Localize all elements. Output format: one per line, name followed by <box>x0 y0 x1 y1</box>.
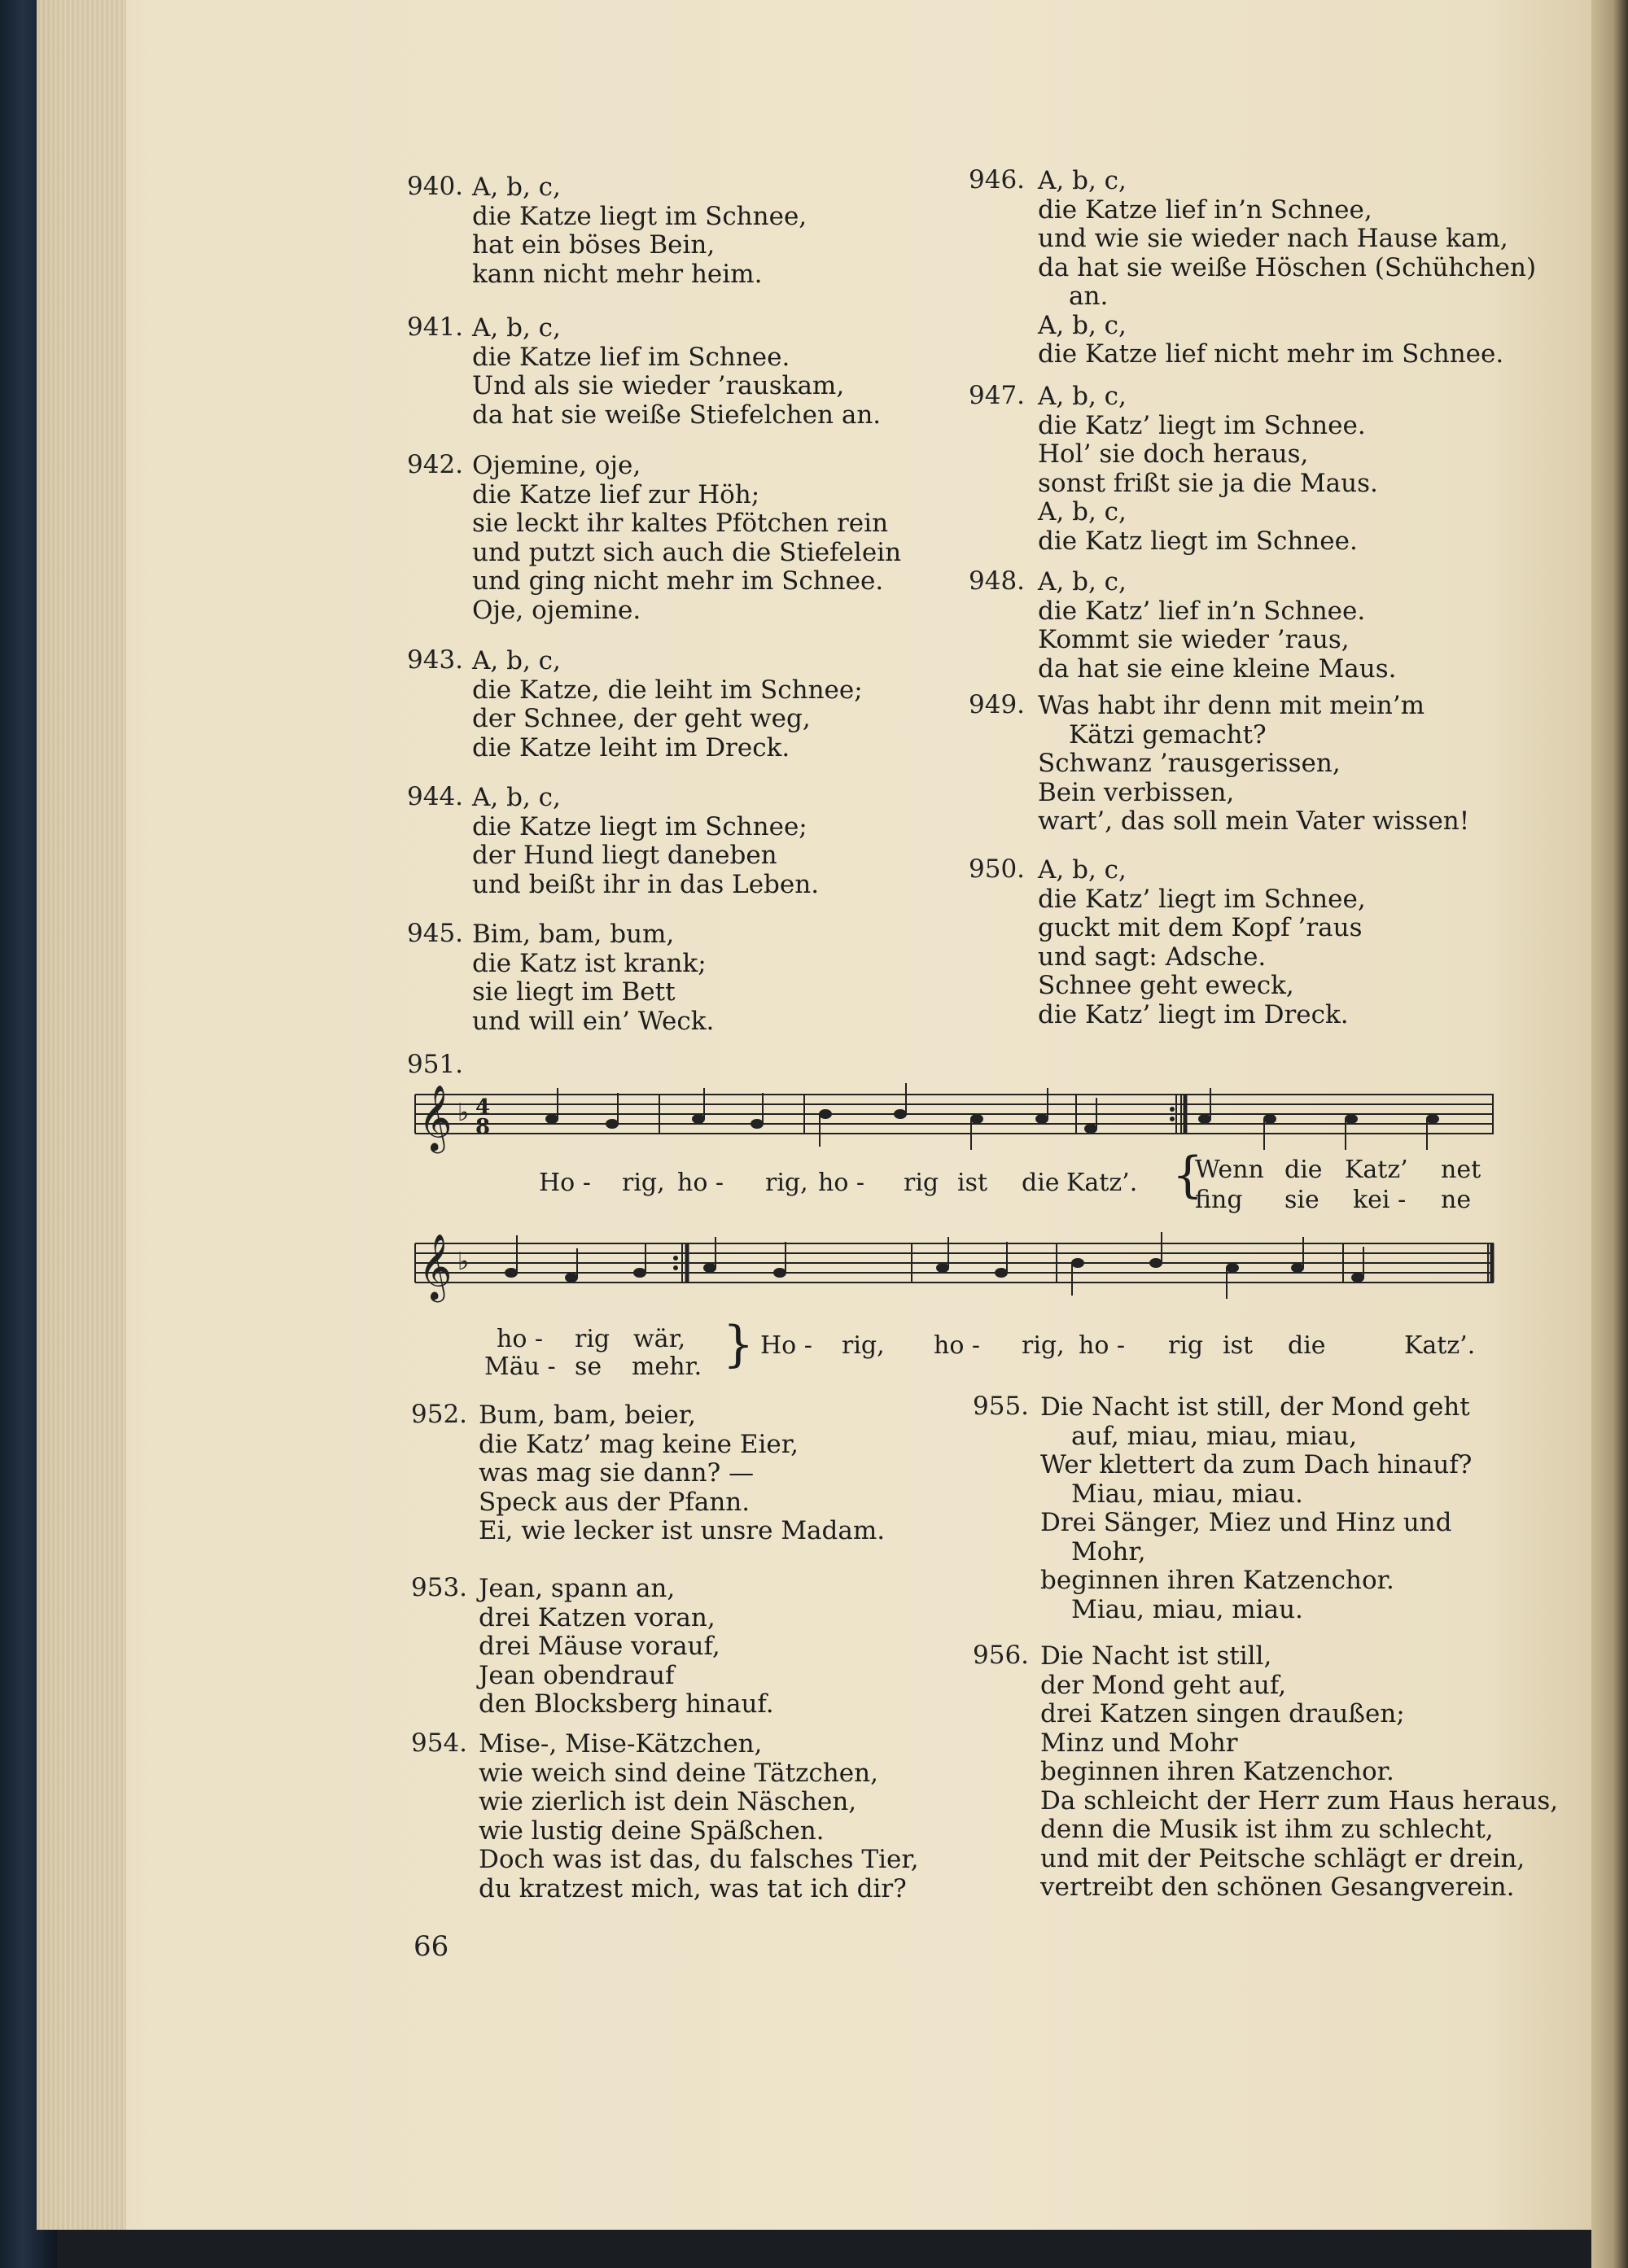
verse-line: die Katze, die leiht im Schnee; <box>472 675 863 705</box>
verse-number: 952. <box>411 1400 468 1429</box>
verse-text <box>1040 1393 1472 1624</box>
lyric-syllable: Wenn <box>1195 1156 1264 1184</box>
lyric-syllable: die <box>1284 1156 1323 1184</box>
lyric-syllable: ho - <box>497 1325 544 1353</box>
verse-line: der Hund liegt daneben <box>472 841 777 870</box>
verse-text <box>472 784 819 899</box>
verse-line: Doch was ist das, du falsches Tier, <box>479 1845 919 1874</box>
verse-text <box>479 1730 919 1903</box>
lyric-syllable: wär, <box>633 1325 686 1353</box>
verse-line: die Katze lief im Schnee. <box>472 342 790 372</box>
time-signature-bottom: 8 <box>475 1115 491 1139</box>
lyric-syllable: kei - <box>1353 1186 1407 1214</box>
verse-line: wart’, das soll mein Vater wissen! <box>1038 806 1470 836</box>
lyric-syllable: ist <box>957 1169 988 1197</box>
flat-sign: ♭ <box>457 1248 470 1276</box>
verse-line: Jean, spann an, <box>479 1574 676 1603</box>
verse-line: Schwanz ’rausgerissen, <box>1038 749 1341 778</box>
verse-line: beginnen ihren Katzenchor. <box>1040 1757 1394 1786</box>
verse-text <box>1038 382 1378 556</box>
lyric-syllable: ho - <box>677 1169 724 1197</box>
lyric-syllable: rig, <box>842 1331 885 1360</box>
verse-line: Bein verbissen, <box>1038 777 1235 807</box>
verse-line: hat ein böses Bein, <box>472 230 716 260</box>
verse-text <box>479 1575 774 1720</box>
lyric-syllable: Katz’. <box>1066 1169 1138 1197</box>
verse-line: Schnee geht eweck, <box>1038 971 1294 1000</box>
facing-page-edge <box>1591 0 1628 2268</box>
verse-line: und putzt sich auch die Stiefelein <box>472 537 902 567</box>
lyric-syllable: Ho - <box>760 1331 812 1360</box>
verse-text <box>472 647 863 763</box>
verse-line: da hat sie weiße Stiefelchen an. <box>472 400 882 430</box>
verse-line: drei Katzen voran, <box>479 1602 716 1632</box>
lyric-syllable: rig, <box>765 1169 808 1197</box>
verse-text <box>479 1401 885 1546</box>
verse-line: kann nicht mehr heim. <box>472 259 763 289</box>
lyric-syllable: rig <box>1168 1331 1204 1360</box>
treble-clef: 𝄞 <box>418 1084 453 1151</box>
verse-line: und wie sie wieder nach Hause kam, <box>1038 224 1508 253</box>
verse-line: sonst frißt sie ja die Maus. <box>1038 468 1378 498</box>
verse-line: Miau, miau, miau. <box>1071 1479 1303 1509</box>
verse-line: A, b, c, <box>472 313 561 343</box>
music-staff-1 <box>407 1078 1498 1225</box>
verse-line: Hol’ sie doch heraus, <box>1038 439 1309 469</box>
verse-line: A, b, c, <box>472 646 561 675</box>
verse-line: die Katze lief nicht mehr im Schnee. <box>1038 339 1504 369</box>
verse-line: A, b, c, <box>1038 497 1127 527</box>
song-number: 951. <box>407 1050 464 1079</box>
verse-line: Da schleicht der Herr zum Haus heraus, <box>1040 1785 1559 1816</box>
verse-text <box>1040 1642 1558 1903</box>
verse-line: beginnen ihren Katzenchor. <box>1040 1566 1394 1595</box>
lyric-syllable: sie <box>1284 1186 1319 1214</box>
verse-number: 953. <box>411 1573 468 1602</box>
verse-line: wie weich sind deine Tätzchen, <box>479 1758 878 1788</box>
verse-line: A, b, c, <box>472 173 561 202</box>
verse-number: 943. <box>407 645 464 675</box>
brace: { <box>1172 1147 1204 1204</box>
verse-number: 940. <box>407 172 464 201</box>
verse-line: Die Nacht ist still, der Mond geht <box>1040 1392 1470 1422</box>
verse-number: 956. <box>973 1641 1030 1670</box>
verse-number: 945. <box>407 919 464 948</box>
verse-line: Drei Sänger, Miez und Hinz und <box>1040 1508 1452 1537</box>
verse-line: und mit der Peitsche schlägt er drein, <box>1040 1843 1525 1873</box>
verse-line: die Katze leiht im Dreck. <box>472 732 790 763</box>
verse-line: und will ein’ Weck. <box>472 1006 715 1036</box>
verse-line: A, b, c, <box>1038 855 1127 885</box>
flat-sign: ♭ <box>457 1099 470 1127</box>
verse-line: den Blocksberg hinauf. <box>479 1689 774 1719</box>
verse-text <box>1038 856 1366 1029</box>
verse-text <box>472 314 881 430</box>
verse-line: und ging nicht mehr im Schnee. <box>472 566 884 596</box>
verse-line: Mise-, Mise-Kätzchen, <box>479 1729 763 1759</box>
verse-line: die Katz’ liegt im Schnee, <box>1038 884 1366 914</box>
verse-line: vertreibt den schönen Gesangverein. <box>1040 1873 1515 1902</box>
verse-line: an. <box>1069 282 1109 311</box>
verse-line: Was habt ihr denn mit mein’m <box>1038 691 1425 720</box>
treble-clef: 𝄞 <box>418 1233 453 1300</box>
verse-number: 949. <box>969 690 1026 719</box>
verse-text <box>1038 692 1469 837</box>
verse-line: Jean obendrauf <box>479 1660 675 1690</box>
verse-line: Bim, bam, bum, <box>472 920 675 949</box>
lyric-syllable: rig <box>575 1325 610 1353</box>
verse-text <box>1038 568 1396 684</box>
verse-line: Speck aus der Pfann. <box>479 1487 751 1517</box>
lyric-syllable: rig, <box>1022 1331 1065 1360</box>
verse-line: die Katz liegt im Schnee. <box>1038 526 1358 556</box>
verse-line: der Schnee, der geht weg, <box>472 704 811 733</box>
verse-line: die Katz’ liegt im Schnee. <box>1038 410 1366 440</box>
verse-line: die Katze liegt im Schnee, <box>472 201 807 231</box>
verse-number: 955. <box>973 1392 1030 1421</box>
verse-line: sie liegt im Bett <box>472 977 676 1007</box>
verse-line: die Katz’ mag keine Eier, <box>479 1429 799 1459</box>
verse-line: der Mond geht auf, <box>1040 1670 1287 1700</box>
verse-line: guckt mit dem Kopf ’raus <box>1038 913 1363 942</box>
verse-line: die Katze liegt im Schnee; <box>472 811 807 841</box>
lyric-syllable: ho - <box>818 1169 865 1197</box>
verse-line: Kommt sie wieder ’raus, <box>1038 625 1350 654</box>
verse-number: 944. <box>407 782 464 811</box>
verse-line: Und als sie wieder ’rauskam, <box>472 371 845 400</box>
verse-number: 948. <box>969 566 1026 596</box>
lyric-syllable: mehr. <box>632 1352 702 1381</box>
lyric-syllable: rig <box>904 1169 939 1197</box>
verse-line: Mohr, <box>1071 1536 1146 1567</box>
lyric-syllable: rig, <box>622 1169 665 1197</box>
verse-line: A, b, c, <box>472 783 561 812</box>
lyric-syllable: die <box>1288 1331 1326 1360</box>
verse-line: du kratzest mich, was tat ich dir? <box>479 1873 907 1903</box>
lyric-syllable: ho - <box>934 1331 981 1360</box>
lyric-syllable: Ho - <box>539 1169 591 1197</box>
verse-line: Minz und Mohr <box>1040 1728 1238 1758</box>
verse-line: wie zierlich ist dein Näschen, <box>479 1787 857 1816</box>
verse-line: Bum, bam, beier, <box>479 1401 696 1430</box>
verse-line: sie leckt ihr kaltes Pfötchen rein <box>472 509 889 538</box>
verse-line: da hat sie weiße Höschen (Schühchen) <box>1038 252 1537 282</box>
verse-line: A, b, c, <box>1038 310 1127 340</box>
page-number: 66 <box>414 1930 449 1963</box>
verse-line: die Katz ist krank; <box>472 948 707 978</box>
lyric-syllable: se <box>575 1352 602 1381</box>
verse-line: auf, miau, miau, miau, <box>1071 1421 1358 1451</box>
verse-line: die Katze lief in’n Schnee, <box>1038 194 1372 225</box>
verse-line: und sagt: Adsche. <box>1038 942 1267 972</box>
verse-text <box>472 452 901 625</box>
verse-line: Die Nacht ist still, <box>1040 1641 1272 1671</box>
verse-line: wie lustig deine Späßchen. <box>479 1816 825 1846</box>
verse-number: 954. <box>411 1728 468 1758</box>
lyric-syllable: ho - <box>1079 1331 1126 1360</box>
verse-line: da hat sie eine kleine Maus. <box>1038 653 1397 684</box>
verse-text <box>472 920 714 1036</box>
verse-line: und beißt ihr in das Leben. <box>472 869 820 899</box>
lyric-syllable: fing <box>1195 1186 1243 1214</box>
lyric-syllable: Mäu - <box>484 1352 556 1381</box>
lyric-syllable: Katz’. <box>1404 1331 1476 1360</box>
verse-line: Oje, ojemine. <box>472 595 641 625</box>
verse-number: 942. <box>407 450 464 479</box>
verse-line: Ojemine, oje, <box>472 451 641 480</box>
lyric-syllable: die <box>1022 1169 1060 1197</box>
verse-line: die Katz’ liegt im Dreck. <box>1038 999 1349 1029</box>
verse-number: 941. <box>407 312 464 342</box>
lyric-syllable: net <box>1441 1156 1481 1184</box>
verse-line: was mag sie dann? — <box>479 1458 755 1488</box>
verse-line: die Katze lief zur Höh; <box>472 479 760 509</box>
verse-text <box>472 173 807 289</box>
time-signature-top: 4 <box>475 1095 491 1120</box>
verse-line: A, b, c, <box>1038 382 1127 411</box>
verse-line: A, b, c, <box>1038 567 1127 596</box>
verse-line: die Katz’ lief in’n Schnee. <box>1038 596 1366 626</box>
verse-number: 950. <box>969 854 1026 884</box>
verse-line: Wer klettert da zum Dach hinauf? <box>1040 1450 1473 1479</box>
verse-text <box>1038 167 1536 369</box>
lyric-syllable: Katz’ <box>1345 1156 1408 1184</box>
verse-number: 947. <box>969 381 1026 410</box>
verse-line: Ei, wie lecker ist unsre Madam. <box>479 1516 886 1545</box>
verse-line: drei Katzen singen draußen; <box>1040 1699 1405 1728</box>
brace-right: } <box>723 1316 755 1373</box>
lyric-syllable: ist <box>1223 1331 1254 1360</box>
verse-line: A, b, c, <box>1038 166 1127 195</box>
verse-line: Miau, miau, miau. <box>1071 1594 1303 1624</box>
page-edges <box>37 0 126 2230</box>
lyric-syllable: ne <box>1441 1186 1472 1214</box>
verse-line: denn die Musik ist ihm zu schlecht, <box>1040 1815 1494 1844</box>
verse-line: Kätzi gemacht? <box>1069 719 1267 749</box>
verse-number: 946. <box>969 165 1026 194</box>
verse-line: drei Mäuse vorauf, <box>479 1632 720 1661</box>
